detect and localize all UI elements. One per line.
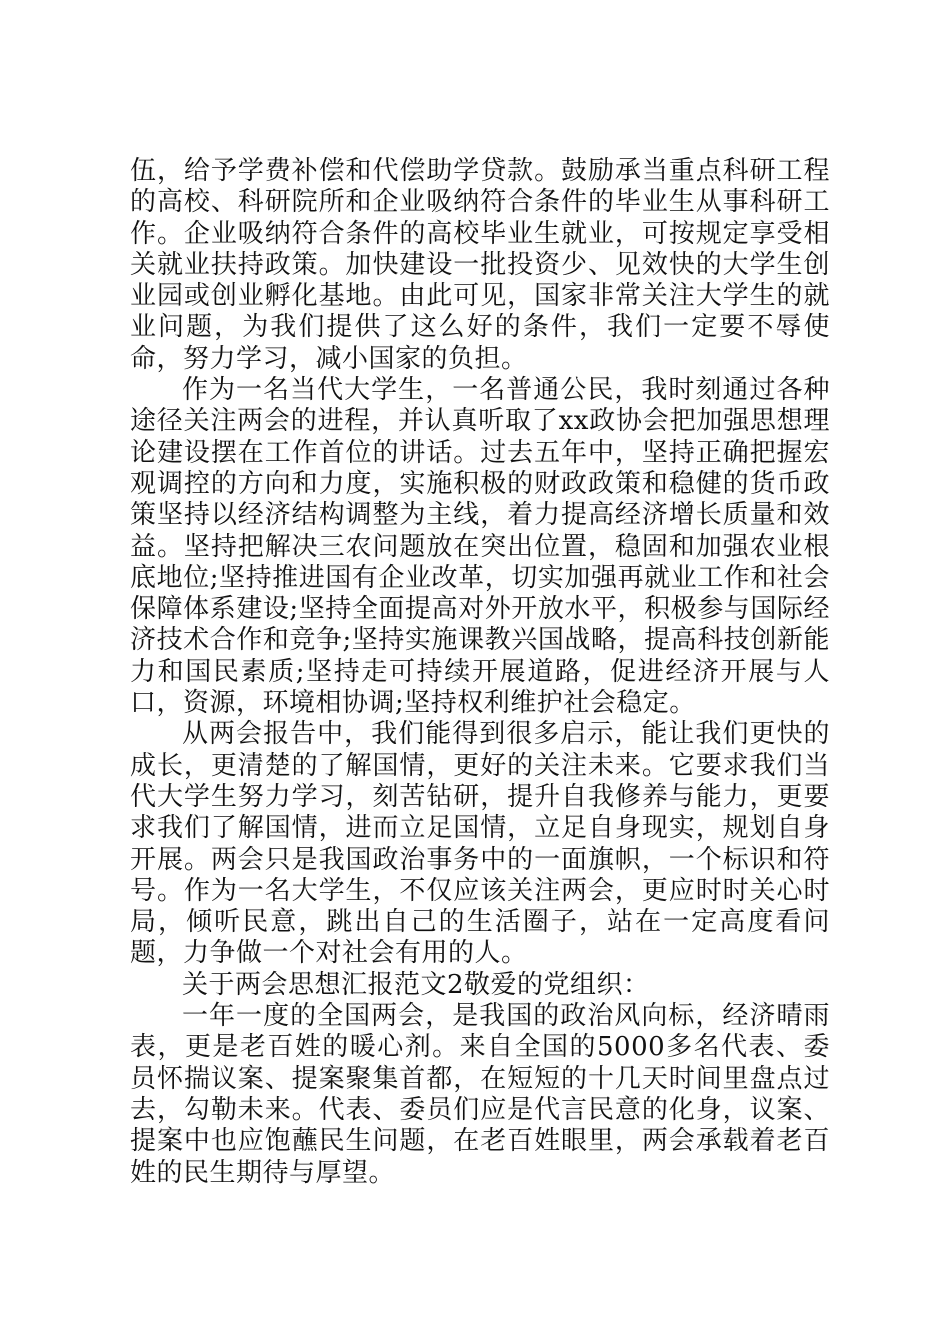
paragraph-1: 伍，给予学费补偿和代偿助学贷款。鼓励承当重点科研工程的高校、科研院所和企业吸纳符合条件的毕业生从事科研工作。企业吸纳符合条件的高校毕业生就业，可按规定享受相关就业扶持政策。加快建设一批投资少、见效快的大学生创业园或创业孵化基地。由此可见，国家非常关注大学生的就业问题，为我们提供了这么好的条件，我们一定要不辱使命，努力学习，减小国家的负担。 bbox=[130, 156, 830, 374]
paragraph-3: 从两会报告中，我们能得到很多启示，能让我们更快的成长，更清楚的了解国情，更好的关注未来。它要求我们当代大学生努力学习，刻苦钻研，提升自我修养与能力，更要求我们了解国情，进而立足国情，立足自身现实，规划自身开展。两会只是我国政治事务中的一面旗帜，一个标识和符号。作为一名大学生，不仅应该关注两会，更应时时关心时局，倾听民意，跳出自己的生活圈子，站在一定高度看问题，力争做一个对社会有用的人。 bbox=[130, 719, 830, 969]
paragraph-2: 作为一名当代大学生，一名普通公民，我时刻通过各种途径关注两会的进程，并认真听取了xx政协会把加强思想理论建设摆在工作首位的讲话。过去五年中，坚持正确把握宏观调控的方向和力度，实施积极的财政政策和稳健的货币政策坚持以经济结构调整为主线，着力提高经济增长质量和效益。坚持把解决三农问题放在突出位置，稳固和加强农业根底地位;坚持推进国有企业改革，切实加强再就业工作和社会保障体系建设;坚持全面提高对外开放水平，积极参与国际经济技术合作和竞争;坚持实施课教兴国战略，提高科技创新能力和国民素质;坚持走可持续开展道路，促进经济开展与人口，资源，环境相协调;坚持权利维护社会稳定。 bbox=[130, 375, 830, 719]
paragraph-4: 关于两会思想汇报范文2敬爱的党组织： bbox=[182, 969, 650, 1000]
paragraph-5: 一年一度的全国两会，是我国的政治风向标，经济晴雨表，更是老百姓的暖心剂。来自全国的5000多名代表、委员怀揣议案、提案聚集首都，在短短的十几天时间里盘点过去，勾勒未来。代表、委员们应是代言民意的化身，议案、提案中也应饱蘸民生问题，在老百姓眼里，两会承载着老百姓的民生期待与厚望。 bbox=[130, 1001, 830, 1188]
document-body bbox=[130, 156, 830, 1189]
